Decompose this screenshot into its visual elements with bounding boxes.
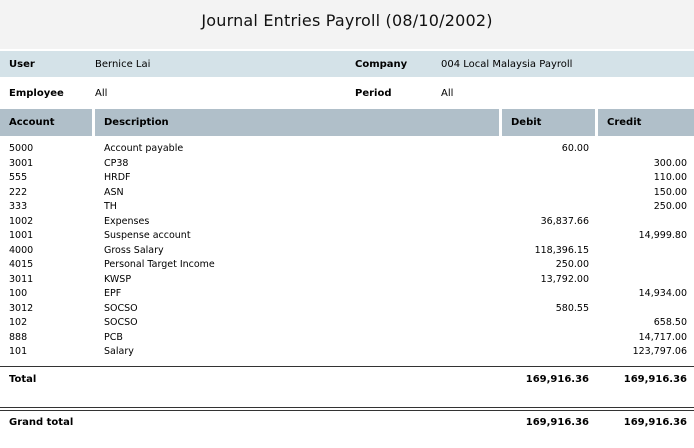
description-cell: Expenses [104,215,150,227]
description-cell: Account payable [104,143,184,154]
table-row [0,345,694,360]
company-value: 004 Local Malaysia Payroll [441,59,573,70]
grand-total-debit: 169,916.36 [525,417,589,428]
grand-total-divider-bottom [0,410,694,411]
description-cell: ASN [104,186,124,198]
employee-label: Employee [9,88,64,99]
description-cell: EPF [104,288,122,299]
credit-cell: 14,999.80 [638,230,687,241]
employee-value: All [95,88,108,99]
table-row [0,171,694,186]
credit-cell: 110.00 [653,172,687,183]
account-cell: 1001 [9,230,34,241]
column-header-description: Description [95,109,499,136]
grand-total-divider-top [0,407,694,408]
description-cell: HRDF [104,172,131,183]
account-cell: 333 [9,201,28,212]
user-value: Bernice Lai [95,59,151,70]
table-row [0,273,694,288]
grand-total-row [0,415,694,431]
table-row [0,215,694,230]
account-cell: 5000 [9,143,34,154]
description-cell: CP38 [104,157,129,169]
credit-cell: 300.00 [653,157,687,169]
debit-cell: 36,837.66 [540,215,589,227]
page-title: Journal Entries Payroll (08/10/2002) [201,11,493,30]
grand-total-credit: 169,916.36 [623,417,687,428]
debit-cell: 118,396.15 [534,244,589,256]
table-header [0,109,694,136]
description-cell: TH [104,201,117,212]
period-value: All [441,88,454,99]
info-row-user-company [0,51,694,77]
table-row [0,331,694,346]
grand-total-label: Grand total [9,417,74,428]
table-row [0,302,694,317]
debit-cell: 580.55 [555,302,589,314]
account-cell: 100 [9,288,28,299]
description-cell: PCB [104,331,123,343]
credit-cell: 150.00 [653,186,687,198]
description-cell: Suspense account [104,230,191,241]
description-cell: Personal Target Income [104,259,215,270]
period-label: Period [355,88,392,99]
table-row [0,157,694,172]
column-header-account: Account [0,109,92,136]
total-divider [0,366,694,367]
account-cell: 3011 [9,273,34,285]
account-cell: 101 [9,346,28,357]
total-debit: 169,916.36 [525,374,589,385]
account-cell: 3001 [9,157,34,169]
account-cell: 102 [9,317,28,328]
debit-cell: 13,792.00 [540,273,589,285]
total-label: Total [9,374,37,385]
title-band [0,0,694,49]
credit-cell: 14,717.00 [638,331,687,343]
table-row [0,287,694,302]
table-row [0,316,694,331]
account-cell: 1002 [9,215,34,227]
description-cell: KWSP [104,273,132,285]
account-cell: 4000 [9,244,34,256]
description-cell: Salary [104,346,134,357]
description-cell: SOCSO [104,317,138,328]
user-label: User [9,59,35,70]
description-cell: SOCSO [104,302,138,314]
account-cell: 222 [9,186,28,198]
account-cell: 888 [9,331,28,343]
column-header-credit: Credit [598,109,694,136]
column-header-debit: Debit [502,109,595,136]
company-label: Company [355,59,408,70]
debit-cell: 60.00 [561,143,589,154]
table-row [0,258,694,273]
credit-cell: 123,797.06 [632,346,687,357]
account-cell: 3012 [9,302,34,314]
debit-cell: 250.00 [555,259,589,270]
total-credit: 169,916.36 [623,374,687,385]
credit-cell: 658.50 [653,317,687,328]
account-cell: 555 [9,172,28,183]
table-row [0,200,694,215]
credit-cell: 14,934.00 [638,288,687,299]
account-cell: 4015 [9,259,34,270]
credit-cell: 250.00 [653,201,687,212]
table-row [0,186,694,201]
description-cell: Gross Salary [104,244,164,256]
table-row [0,142,694,157]
table-row [0,244,694,259]
total-row [0,372,694,388]
info-row-employee-period [0,80,694,106]
table-row [0,229,694,244]
